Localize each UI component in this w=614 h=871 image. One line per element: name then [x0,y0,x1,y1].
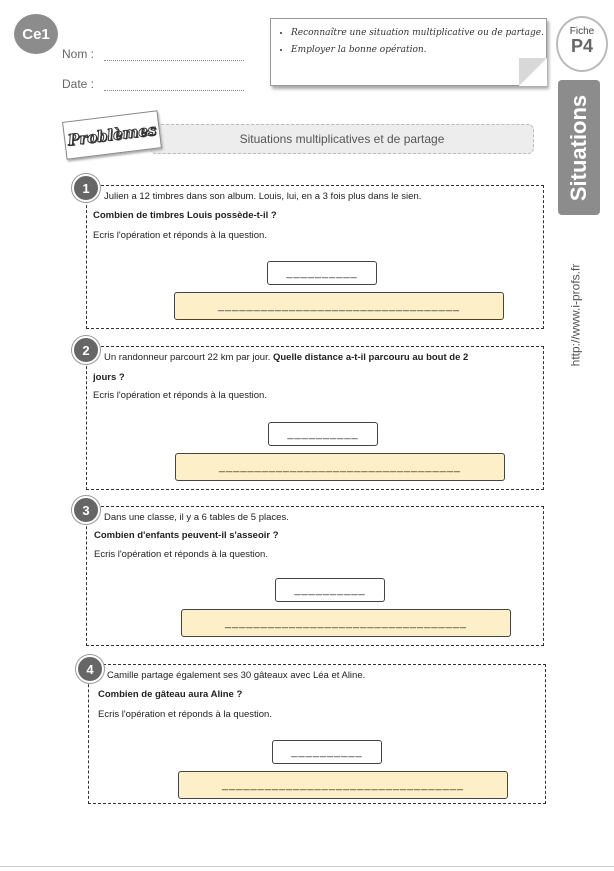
nom-label: Nom : [62,47,95,61]
fiche-badge [556,16,608,72]
problem-number: 3 [72,496,100,524]
operation-box[interactable]: __________ [267,261,377,285]
problem-statement: Julien a 12 timbres dans son album. Louis, lui, en a 3 fois plus dans le sien. [104,191,422,202]
side-tab-label: Situations [566,94,591,201]
site-url: http://www.i-profs.fr [568,263,583,367]
level-badge: Ce1 [14,14,58,54]
problem-statement: Camille partage également ses 30 gâteaux avec Léa et Aline. [107,670,366,681]
nom-field[interactable] [104,50,244,61]
answer-box[interactable]: __________________________________ [174,292,504,320]
operation-box[interactable]: __________ [272,740,382,764]
section-label: Problèmes [66,120,158,150]
problem-instruction: Ecris l'opération et réponds à la question. [94,549,268,560]
answer-box[interactable]: __________________________________ [175,453,505,481]
section-title-bar [150,124,534,154]
problem-question: Combien de timbres Louis possède-t-il ? [93,210,277,221]
page-fold-corner [519,58,547,86]
problem-instruction: Ecris l'opération et réponds à la question. [93,390,267,401]
problem-statement: Dans une classe, il y a 6 tables de 5 places. [104,512,289,523]
site-url-wrap [568,250,582,380]
date-field[interactable] [104,80,244,91]
fiche-label: Fiche [569,26,595,37]
page-bottom-rule [0,866,614,867]
problem-number: 1 [72,174,100,202]
problem-instruction: Ecris l'opération et réponds à la question. [93,230,267,241]
objective-item: • Employer la bonne opération. [291,42,546,59]
operation-box[interactable]: __________ [275,578,385,602]
problem-number: 2 [72,336,100,364]
objectives-note [270,18,547,86]
problem-instruction: Ecris l'opération et réponds à la question. [98,709,272,720]
problem-statement [104,352,468,364]
problem-question: Combien d'enfants peuvent-il s'asseoir ? [94,530,279,541]
answer-box[interactable]: __________________________________ [181,609,511,637]
operation-box[interactable]: __________ [268,422,378,446]
problem-question: Combien de gâteau aura Aline ? [98,689,243,700]
problem-question: Quelle distance a-t-il parcouru au bout de 2 [272,352,469,363]
fiche-code: P4 [570,36,594,56]
problem-number: 4 [76,655,104,683]
date-label: Date : [62,77,95,91]
objective-item: • Reconnaître une situation multiplicative ou de partage. [291,25,546,42]
section-title: Situations multiplicatives et de partage [239,132,445,146]
problem-question-cont: jours ? [93,372,125,383]
section-label-card [62,110,162,159]
side-tab-label-wrap [558,80,600,215]
problem-statement-text: Un randonneur parcourt 22 km par jour. [104,352,271,363]
answer-box[interactable]: __________________________________ [178,771,508,799]
